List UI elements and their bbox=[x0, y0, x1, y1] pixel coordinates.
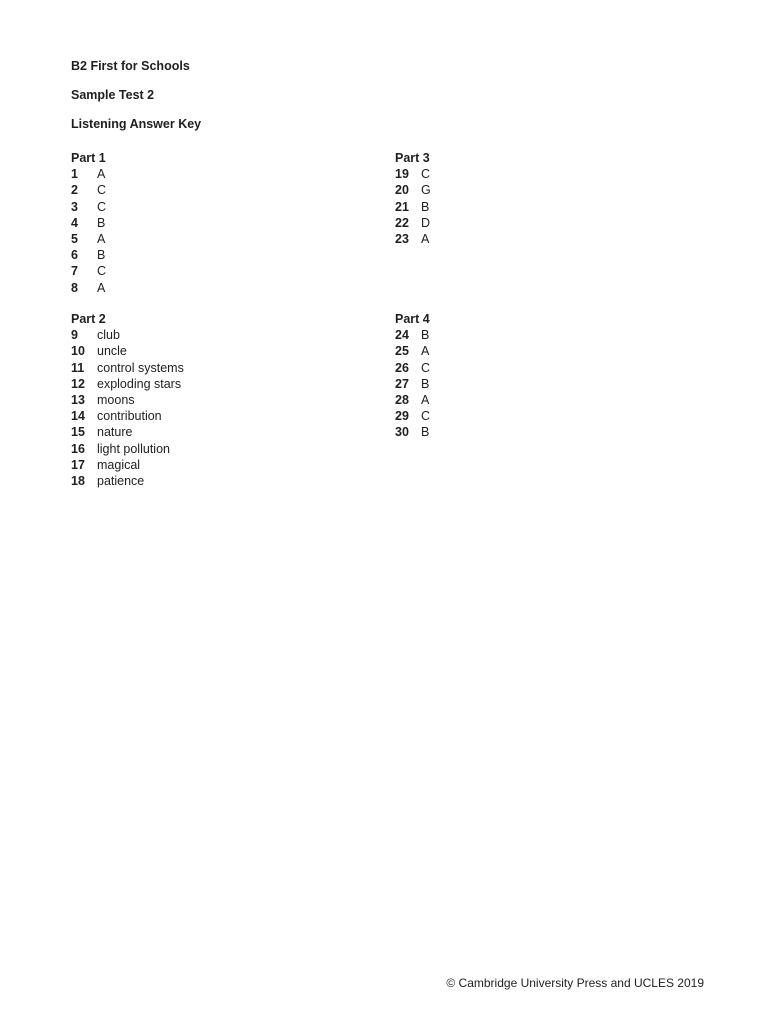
answer-row bbox=[71, 182, 331, 198]
question-number: 26 bbox=[395, 360, 409, 375]
part-2-block bbox=[71, 311, 331, 489]
part-1-block bbox=[71, 150, 331, 296]
answer-row bbox=[395, 376, 655, 392]
question-number: 5 bbox=[71, 231, 78, 246]
answer-row bbox=[71, 343, 331, 359]
answer-row bbox=[71, 280, 331, 296]
answer-value: G bbox=[421, 183, 431, 198]
question-number: 4 bbox=[71, 215, 78, 230]
answer-row bbox=[71, 166, 331, 182]
answer-value: C bbox=[421, 409, 431, 424]
answer-value: moons bbox=[97, 392, 135, 407]
answer-value: club bbox=[97, 328, 120, 343]
question-number: 8 bbox=[71, 280, 78, 295]
answer-value: contribution bbox=[97, 409, 162, 424]
question-number: 2 bbox=[71, 183, 78, 198]
answer-row bbox=[71, 424, 331, 440]
answer-row bbox=[395, 166, 655, 182]
question-number: 6 bbox=[71, 248, 78, 263]
copyright-footer: © Cambridge University Press and UCLES 2019 bbox=[446, 976, 704, 990]
answer-row bbox=[71, 457, 331, 473]
question-number: 13 bbox=[71, 392, 85, 407]
answer-row bbox=[71, 360, 331, 376]
question-number: 11 bbox=[71, 360, 85, 375]
question-number: 12 bbox=[71, 376, 85, 391]
question-number: 14 bbox=[71, 409, 85, 424]
answer-value: A bbox=[421, 392, 430, 407]
answer-row bbox=[395, 182, 655, 198]
answer-value: D bbox=[421, 215, 431, 230]
question-number: 25 bbox=[395, 344, 409, 359]
question-number: 3 bbox=[71, 199, 78, 214]
question-number: 29 bbox=[395, 409, 409, 424]
answer-row bbox=[71, 473, 331, 489]
question-number: 18 bbox=[71, 473, 85, 488]
answer-value: C bbox=[97, 264, 107, 279]
answer-value: A bbox=[421, 344, 430, 359]
answer-row bbox=[395, 231, 655, 247]
answer-row bbox=[71, 263, 331, 279]
answer-value: B bbox=[421, 328, 430, 343]
answer-value: patience bbox=[97, 473, 145, 488]
part-4-block bbox=[395, 311, 655, 441]
question-number: 9 bbox=[71, 328, 78, 343]
section-title: Listening Answer Key bbox=[71, 117, 202, 131]
answer-value: B bbox=[421, 199, 430, 214]
part-title: Part 4 bbox=[395, 312, 430, 326]
answer-value: A bbox=[421, 231, 430, 246]
answer-row bbox=[395, 360, 655, 376]
document-title: B2 First for Schools bbox=[71, 59, 190, 73]
answer-row bbox=[71, 247, 331, 263]
answer-row bbox=[395, 199, 655, 215]
question-number: 15 bbox=[71, 425, 85, 440]
answer-value: A bbox=[97, 167, 106, 182]
answer-value: exploding stars bbox=[97, 376, 182, 391]
question-number: 17 bbox=[71, 457, 85, 472]
question-number: 23 bbox=[395, 231, 409, 246]
answer-row bbox=[395, 343, 655, 359]
question-number: 30 bbox=[395, 425, 409, 440]
answer-row bbox=[71, 408, 331, 424]
answer-row bbox=[395, 408, 655, 424]
answer-value: nature bbox=[97, 425, 133, 440]
answer-row bbox=[71, 376, 331, 392]
question-number: 27 bbox=[395, 376, 409, 391]
question-number: 7 bbox=[71, 264, 78, 279]
answer-value: B bbox=[97, 215, 106, 230]
part-title: Part 2 bbox=[71, 312, 106, 326]
question-number: 24 bbox=[395, 328, 409, 343]
answer-row bbox=[71, 441, 331, 457]
answer-row bbox=[71, 392, 331, 408]
answer-value: A bbox=[97, 280, 106, 295]
answer-row bbox=[71, 327, 331, 343]
question-number: 22 bbox=[395, 215, 409, 230]
answer-row bbox=[395, 215, 655, 231]
answer-value: B bbox=[97, 248, 106, 263]
question-number: 20 bbox=[395, 183, 409, 198]
document-subtitle: Sample Test 2 bbox=[71, 88, 155, 102]
answer-value: light pollution bbox=[97, 441, 170, 456]
answer-value: control systems bbox=[97, 360, 184, 375]
question-number: 10 bbox=[71, 344, 85, 359]
answer-value: B bbox=[421, 425, 430, 440]
answer-value: C bbox=[97, 199, 107, 214]
answer-row bbox=[395, 392, 655, 408]
answer-value: magical bbox=[97, 457, 141, 472]
part-title: Part 1 bbox=[71, 151, 106, 165]
question-number: 21 bbox=[395, 199, 409, 214]
question-number: 1 bbox=[71, 167, 78, 182]
answer-row bbox=[395, 327, 655, 343]
answer-value: C bbox=[97, 183, 107, 198]
part-3-block bbox=[395, 150, 655, 247]
answer-value: uncle bbox=[97, 344, 127, 359]
part-title: Part 3 bbox=[395, 151, 430, 165]
answer-value: C bbox=[421, 167, 431, 182]
question-number: 28 bbox=[395, 392, 409, 407]
question-number: 19 bbox=[395, 167, 409, 182]
answer-row bbox=[71, 231, 331, 247]
question-number: 16 bbox=[71, 441, 85, 456]
answer-value: B bbox=[421, 376, 430, 391]
answer-value: C bbox=[421, 360, 431, 375]
answer-value: A bbox=[97, 231, 106, 246]
answer-row bbox=[71, 215, 331, 231]
answer-row bbox=[395, 424, 655, 440]
answer-row bbox=[71, 199, 331, 215]
